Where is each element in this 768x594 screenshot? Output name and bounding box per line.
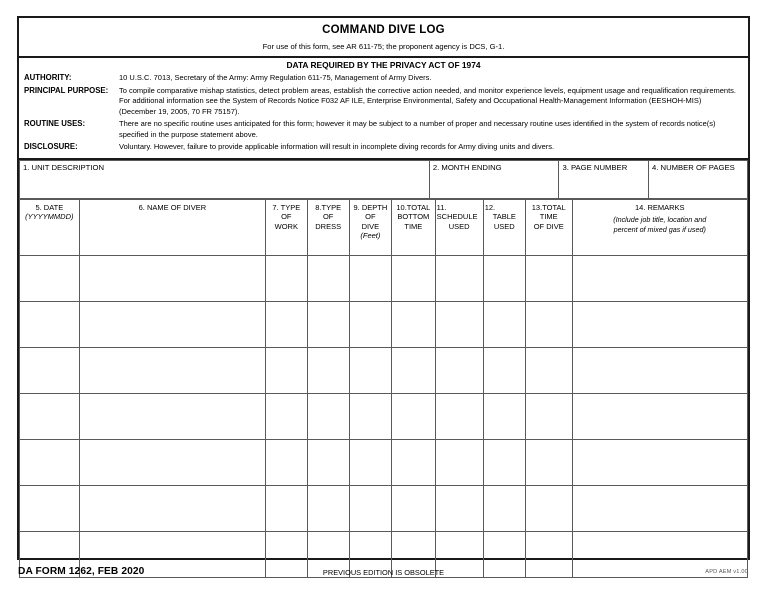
privacy-act-block: [19, 58, 748, 160]
cell-depth-of-dive[interactable]: [349, 485, 391, 531]
col-header-depth-of-dive-l2: OF: [365, 212, 376, 221]
cell-type-of-dress[interactable]: [307, 255, 349, 301]
privacy-row-routine-uses: [19, 119, 748, 140]
cell-name[interactable]: [79, 255, 265, 301]
field-unit-description[interactable]: [20, 160, 430, 198]
cell-total-time-of-dive[interactable]: [525, 301, 572, 347]
cell-name[interactable]: [79, 347, 265, 393]
col-header-total-bottom-time: [391, 199, 435, 255]
cell-schedule-used[interactable]: [435, 393, 483, 439]
table-row: [20, 347, 748, 393]
privacy-row-authority: [19, 73, 748, 84]
col-header-type-of-dress-l3: DRESS: [315, 221, 342, 231]
cell-total-bottom-time[interactable]: [391, 439, 435, 485]
cell-depth-of-dive[interactable]: [349, 347, 391, 393]
cell-total-bottom-time[interactable]: [391, 301, 435, 347]
col-header-remarks-note-l1: (Include job title, location and: [613, 215, 707, 224]
col-header-date-line1: 5. DATE: [35, 202, 64, 212]
col-header-remarks-text: 14. REMARKS: [634, 202, 685, 212]
table-row: [20, 393, 748, 439]
cell-total-bottom-time[interactable]: [391, 485, 435, 531]
cell-total-time-of-dive[interactable]: [525, 439, 572, 485]
field-month-ending[interactable]: [429, 160, 559, 198]
cell-type-of-dress[interactable]: [307, 485, 349, 531]
cell-schedule-used[interactable]: [435, 439, 483, 485]
unit-description-row: [20, 160, 748, 198]
cell-table-used[interactable]: [483, 393, 525, 439]
cell-date[interactable]: [20, 301, 80, 347]
field-page-number[interactable]: [559, 160, 649, 198]
cell-table-used[interactable]: [483, 485, 525, 531]
cell-type-of-dress[interactable]: [307, 439, 349, 485]
cell-name[interactable]: [79, 393, 265, 439]
cell-name[interactable]: [79, 485, 265, 531]
col-header-name-of-diver: [79, 199, 265, 255]
cell-date[interactable]: [20, 255, 80, 301]
form-title: COMMAND DIVE LOG: [322, 24, 445, 36]
cell-total-time-of-dive[interactable]: [525, 255, 572, 301]
cell-total-bottom-time[interactable]: [391, 347, 435, 393]
cell-type-of-work[interactable]: [266, 393, 307, 439]
privacy-row-disclosure: [19, 142, 748, 153]
cell-type-of-work[interactable]: [266, 439, 307, 485]
cell-total-bottom-time[interactable]: [391, 255, 435, 301]
col-header-type-of-dress-l1: 8.TYPE: [315, 202, 342, 212]
cell-date[interactable]: [20, 485, 80, 531]
col-header-schedule-used-l1: 11.: [436, 202, 447, 212]
cell-total-time-of-dive[interactable]: [525, 347, 572, 393]
col-header-type-of-work-l3: WORK: [274, 221, 298, 231]
col-header-total-bottom-time-l2: BOTTOM: [397, 212, 430, 221]
col-header-table-used-l3: USED: [493, 221, 515, 231]
form-frame: [17, 16, 750, 560]
col-header-schedule-used-l3: USED: [448, 221, 470, 231]
cell-date[interactable]: [20, 347, 80, 393]
col-header-remarks: [572, 199, 748, 255]
cell-table-used[interactable]: [483, 439, 525, 485]
cell-name[interactable]: [79, 301, 265, 347]
field-number-of-pages[interactable]: [648, 160, 747, 198]
cell-depth-of-dive[interactable]: [349, 393, 391, 439]
table-row: [20, 439, 748, 485]
col-header-depth-of-dive-l1: 9. DEPTH: [353, 202, 388, 212]
cell-remarks[interactable]: [572, 393, 748, 439]
cell-remarks[interactable]: [572, 301, 748, 347]
cell-name[interactable]: [79, 439, 265, 485]
col-header-type-of-dress-l2: OF: [322, 212, 334, 221]
footer-previous-edition: PREVIOUS EDITION IS OBSOLETE: [322, 568, 445, 577]
cell-remarks[interactable]: [572, 347, 748, 393]
privacy-row-principal-purpose: [19, 86, 748, 118]
col-header-type-of-work: [266, 199, 307, 255]
title-block: [19, 18, 748, 58]
cell-type-of-work[interactable]: [266, 485, 307, 531]
privacy-act-heading: DATA REQUIRED BY THE PRIVACY ACT OF 1974: [286, 60, 481, 70]
col-header-depth-of-dive-l3: DIVE: [361, 221, 380, 231]
col-header-table-used-l2: TABLE: [492, 212, 516, 221]
cell-remarks[interactable]: [572, 439, 748, 485]
col-header-name-of-diver-text: 6. NAME OF DIVER: [138, 202, 207, 212]
footer-version: APD AEM v1.00: [705, 569, 748, 575]
col-header-total-time-of-dive-l1: 13.TOTAL: [531, 202, 566, 212]
cell-type-of-dress[interactable]: [307, 347, 349, 393]
col-header-type-of-work-l1: 7. TYPE: [272, 202, 301, 212]
col-header-type-of-work-l2: OF: [281, 212, 292, 221]
col-header-total-time-of-dive-l3: OF DIVE: [533, 221, 564, 231]
col-header-remarks-note-l2: percent of mixed gas if used): [613, 224, 706, 234]
cell-table-used[interactable]: [483, 255, 525, 301]
privacy-label-routine-uses: ROUTINE USES:: [24, 119, 86, 128]
cell-schedule-used[interactable]: [435, 255, 483, 301]
col-header-total-bottom-time-l3: TIME: [404, 221, 423, 231]
col-header-total-time-of-dive: [525, 199, 572, 255]
label-number-of-pages: 4. NUMBER OF PAGES: [651, 162, 735, 172]
col-header-date: [20, 199, 80, 255]
cell-type-of-work[interactable]: [266, 301, 307, 347]
col-header-table-used: [483, 199, 525, 255]
cell-remarks[interactable]: [572, 255, 748, 301]
cell-depth-of-dive[interactable]: [349, 255, 391, 301]
cell-total-bottom-time[interactable]: [391, 393, 435, 439]
cell-total-time-of-dive[interactable]: [525, 485, 572, 531]
cell-total-time-of-dive[interactable]: [525, 393, 572, 439]
cell-depth-of-dive[interactable]: [349, 301, 391, 347]
cell-date[interactable]: [20, 393, 80, 439]
cell-table-used[interactable]: [483, 301, 525, 347]
privacy-text-authority: 10 U.S.C. 7013, Secretary of the Army: Army Regulation 611-75, Management of Army Divers.: [119, 73, 432, 82]
cell-type-of-dress[interactable]: [307, 301, 349, 347]
cell-schedule-used[interactable]: [435, 301, 483, 347]
col-header-date-line2: (YYYYMMDD): [25, 212, 74, 221]
privacy-text-principal-purpose: To compile comparative mishap statistics, detect problem areas, establish the corrective action needed, and monitor experience levels, equipment usage and requalification requirements. For additional information see the System of Records Notice F032 AF ILE, Enterprise Environmental, Safety and Occupational Health-Management Information (EESHOH-MIS) (December 19, 2005, 70 FR 75157).: [119, 85, 736, 116]
col-header-table-used-l1: 12.: [484, 202, 496, 212]
privacy-label-disclosure: DISCLOSURE:: [24, 142, 78, 151]
cell-type-of-work[interactable]: [266, 347, 307, 393]
cell-table-used[interactable]: [483, 347, 525, 393]
form-footer: [17, 564, 750, 582]
label-month-ending: 2. MONTH ENDING: [432, 162, 502, 172]
cell-remarks[interactable]: [572, 485, 748, 531]
cell-depth-of-dive[interactable]: [349, 439, 391, 485]
col-header-type-of-dress: [307, 199, 349, 255]
col-header-total-time-of-dive-l2: TIME: [539, 212, 558, 221]
footer-form-id: DA FORM 1262, FEB 2020: [18, 566, 145, 577]
privacy-text-routine-uses: There are no specific routine uses anticipated for this form; however it may be subject to a number of proper and necessary routine uses identified in the system of records notice(s) specified in the purpose statement above.: [119, 119, 716, 139]
privacy-label-principal-purpose: PRINCIPAL PURPOSE:: [24, 85, 109, 95]
privacy-text-disclosure: Voluntary. However, failure to provide applicable information will result in incomplete diving records for Army diving units and divers.: [119, 142, 555, 151]
table-row: [20, 485, 748, 531]
cell-type-of-work[interactable]: [266, 255, 307, 301]
cell-type-of-dress[interactable]: [307, 393, 349, 439]
cell-schedule-used[interactable]: [435, 347, 483, 393]
table-row: [20, 255, 748, 301]
label-page-number: 3. PAGE NUMBER: [562, 162, 628, 172]
form-subtitle: For use of this form, see AR 611-75; the proponent agency is DCS, G-1.: [262, 42, 505, 51]
cell-schedule-used[interactable]: [435, 485, 483, 531]
unit-description-table: [19, 160, 748, 199]
dive-log-header-row: [20, 199, 748, 255]
col-header-depth-of-dive: [349, 199, 391, 255]
col-header-schedule-used: [435, 199, 483, 255]
table-row: [20, 301, 748, 347]
dive-log-table: [19, 199, 748, 578]
col-header-total-bottom-time-l1: 10.TOTAL: [396, 202, 431, 212]
cell-date[interactable]: [20, 439, 80, 485]
col-header-depth-of-dive-l4: (Feet): [360, 231, 381, 240]
col-header-schedule-used-l2: SCHEDULE: [436, 212, 478, 221]
label-unit-description: 1. UNIT DESCRIPTION: [23, 162, 105, 172]
privacy-label-authority: AUTHORITY:: [24, 73, 72, 82]
